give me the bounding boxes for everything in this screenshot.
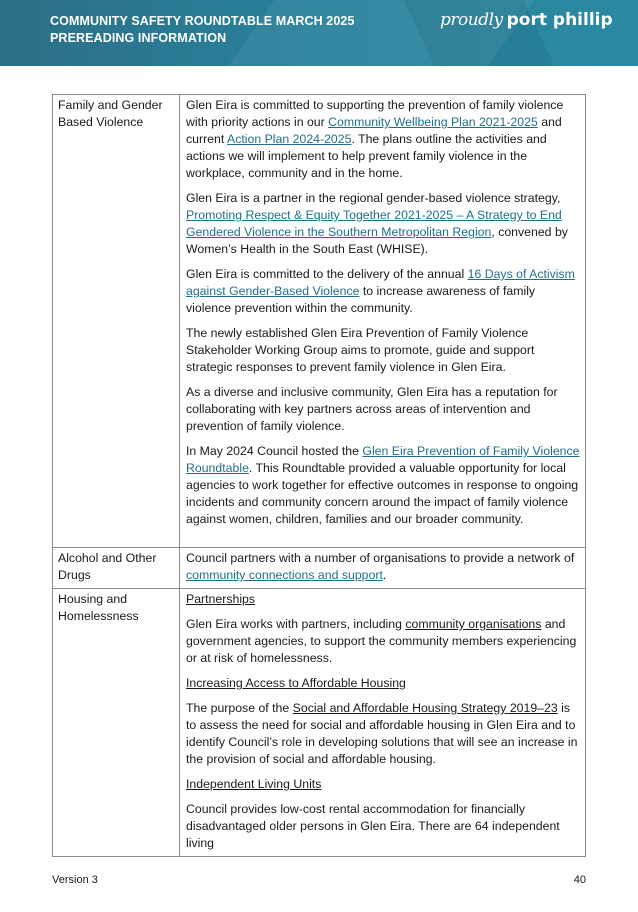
- text: Glen Eira is a partner in the regional gender-based violence strategy,: [186, 191, 561, 205]
- footer-version: Version 3: [52, 874, 98, 886]
- paragraph: [186, 550, 580, 584]
- paragraph: [186, 616, 580, 667]
- link-action-plan[interactable]: Action Plan 2024-2025: [227, 132, 352, 146]
- link-16-days-of-activism[interactable]: 16 Days of Activism against Gender-Based Violence: [186, 267, 575, 298]
- link-promoting-respect-strategy[interactable]: Promoting Respect & Equity Together 2021-2025 – A Strategy to End Gendered Violence in the Southern Metropolitan Region: [186, 208, 562, 239]
- detail-cell: [180, 589, 586, 857]
- strategy-table: [52, 94, 586, 857]
- topic-label: Alcohol and Other Drugs: [58, 551, 157, 582]
- port-phillip-logo: [440, 10, 613, 30]
- text: and current: [186, 115, 562, 146]
- header-banner: [0, 0, 638, 66]
- document-title-line2: PREREADING INFORMATION: [50, 31, 227, 45]
- topic-cell: [53, 95, 180, 548]
- link-community-organisations[interactable]: community organisations: [405, 617, 542, 631]
- detail-cell: [180, 548, 586, 589]
- paragraph: [186, 801, 580, 852]
- document-title: [50, 13, 355, 47]
- text: In May 2024 Council hosted the: [186, 444, 363, 458]
- logo-script-text: proudly: [440, 10, 503, 30]
- text: Council provides low-cost rental accommodation for financially disadvantaged older persons in Glen Eira. There are 64 independent living: [186, 802, 560, 850]
- topic-label: Family and Gender Based Violence: [58, 98, 163, 129]
- text: Glen Eira is committed to supporting the prevention of family violence with priority actions in our: [186, 98, 564, 129]
- text: . The plans outline the activities and actions we will implement to help prevent family violence in the workplace, community and in the home.: [186, 132, 547, 180]
- paragraph: [186, 266, 580, 317]
- text: . This Roundtable provided a valuable opportunity for local agencies to work together for effective outcomes in response to ongoing incidents and community concern around the impact of family violence against women, children, families and our broader community.: [186, 461, 579, 526]
- table-row: [53, 548, 586, 589]
- paragraph: [186, 700, 580, 768]
- detail-cell: [180, 95, 586, 548]
- link-housing-strategy[interactable]: Social and Affordable Housing Strategy 2019–23: [292, 701, 558, 715]
- text: The newly established Glen Eira Prevention of Family Violence Stakeholder Working Group aims to promote, guide and support strategic responses to prevent family violence in Glen Eira.: [186, 326, 535, 374]
- paragraph: [186, 384, 580, 435]
- text: is to assess the need for social and affordable housing in Glen Eira and to identify Council’s role in developing solutions that will see an increase in the provision of social and affordable housing.: [186, 701, 578, 766]
- text: Council partners with a number of organisations to provide a network of: [186, 551, 575, 565]
- link-community-wellbeing-plan[interactable]: Community Wellbeing Plan 2021-2025: [328, 115, 538, 129]
- text: Glen Eira is committed to the delivery of the annual: [186, 267, 468, 281]
- text: , convened by Women’s Health in the South East (WHISE).: [186, 225, 568, 256]
- topic-label: Housing and Homelessness: [58, 592, 139, 623]
- paragraph: [186, 97, 580, 182]
- topic-cell: [53, 589, 180, 857]
- table-row: [53, 95, 586, 548]
- document-title-line1: COMMUNITY SAFETY ROUNDTABLE MARCH 2025: [50, 14, 355, 28]
- topic-cell: [53, 548, 180, 589]
- link-prevention-roundtable[interactable]: Glen Eira Prevention of Family Violence Roundtable: [186, 444, 580, 475]
- subheading-affordable-housing: Increasing Access to Affordable Housing: [186, 676, 406, 690]
- text: The purpose of the: [186, 701, 293, 715]
- page-number: 40: [573, 874, 586, 886]
- paragraph: [186, 325, 580, 376]
- paragraph: [186, 443, 580, 528]
- link-community-connections[interactable]: community connections and support: [186, 568, 383, 582]
- table-row: [53, 589, 586, 857]
- text: to increase awareness of family violence prevention within the community.: [186, 284, 536, 315]
- text: Glen Eira works with partners, including: [186, 617, 406, 631]
- text: .: [382, 568, 387, 582]
- text: As a diverse and inclusive community, Glen Eira has a reputation for collaborating with key partners across areas of intervention and prevention of family violence.: [186, 385, 558, 433]
- logo-main-text: port phillip: [506, 10, 613, 30]
- subheading-partnerships: Partnerships: [186, 592, 256, 606]
- subheading-independent-living: Independent Living Units: [186, 777, 322, 791]
- text: and government agencies, to support the community members experiencing or at risk of homelessness.: [186, 617, 577, 665]
- paragraph: [186, 190, 580, 258]
